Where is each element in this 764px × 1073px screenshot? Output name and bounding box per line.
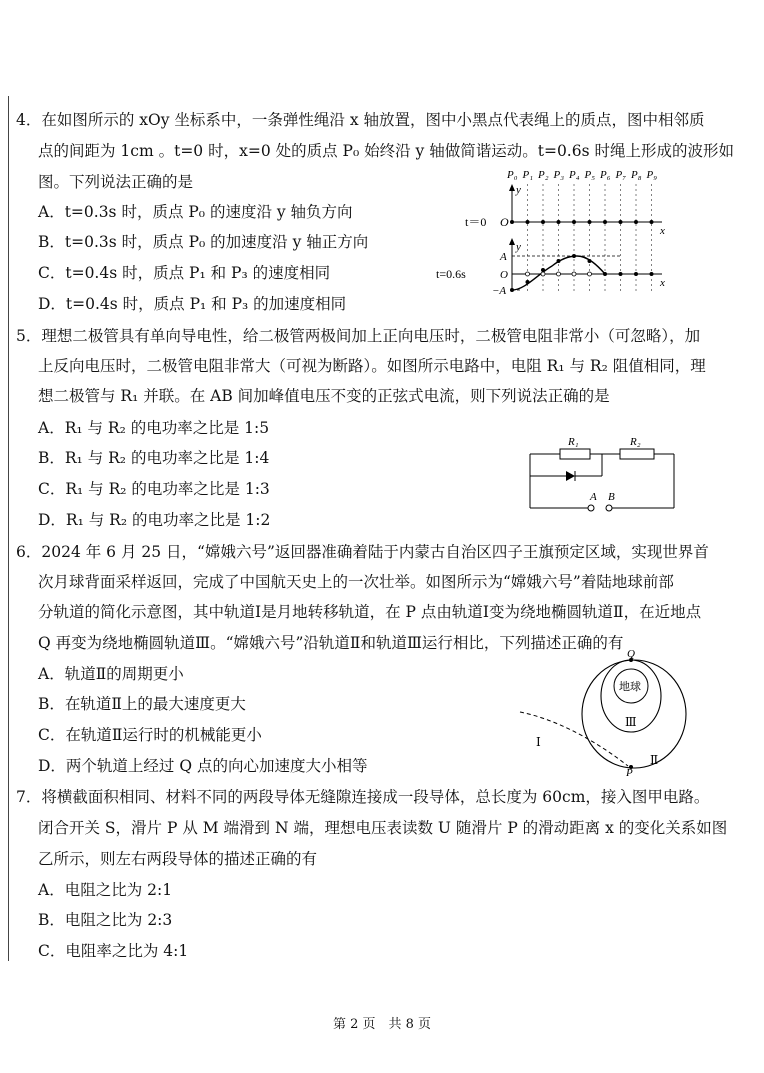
q6-orbit1-label: Ⅰ <box>536 735 541 749</box>
q6-stem-line4: Q 再变为绕地椭圆轨道Ⅲ。“嫦娥六号”沿轨道Ⅱ和轨道Ⅲ运行相比，下列描述正确的有 <box>38 634 624 652</box>
q4-point-label-7: P₇ <box>615 169 627 181</box>
q7-stem-line3: 乙所示，则左右两段导体的描述正确的有 <box>38 850 318 868</box>
q4-y-axis-label-top: y <box>516 184 521 196</box>
q4-bottom-dot-0 <box>510 288 514 292</box>
q4-point-label-9: P₉ <box>646 169 658 181</box>
q6-option-c[interactable]: C．在轨道Ⅱ运行时的机械能更小 <box>38 726 262 744</box>
q4-t06-label: t=0.6s <box>436 267 466 281</box>
q4-origin-label-2: O <box>500 269 508 281</box>
q5-stem-line1: 5．理想二极管具有单向导电性，给二极管两极间加上正向电压时，二极管电阻非常小（可忽略），加 <box>16 327 701 345</box>
q6-q-label: Q <box>627 648 635 660</box>
q6-stem-line1: 6．2024 年 6 月 25 日，“嫦娥六号”返回器准确着陆于内蒙古自治区四子王旗预定区域，实现世界首 <box>16 543 709 561</box>
q4-x-axis-label-top: x <box>660 225 665 237</box>
q4-option-b[interactable]: B．t=0.3s 时，质点 P₀ 的加速度沿 y 轴正方向 <box>38 233 369 251</box>
q5-option-c[interactable]: C．R₁ 与 R₂ 的电功率之比是 1:3 <box>38 480 270 498</box>
q6-orbit2-label: Ⅱ <box>650 753 659 767</box>
q4-rest-position-5 <box>588 272 592 276</box>
q4-point-label-0: P₀ <box>507 169 518 181</box>
q6-p-label: P <box>626 767 633 776</box>
q4-point-label-5: P₅ <box>584 169 596 181</box>
q4-option-a[interactable]: A．t=0.3s 时，质点 P₀ 的速度沿 y 轴负方向 <box>38 203 353 221</box>
q5-option-a[interactable]: A．R₁ 与 R₂ 的电功率之比是 1:5 <box>38 419 270 437</box>
q4-point-label-6: P₆ <box>600 169 611 181</box>
q4-option-c[interactable]: C．t=0.4s 时，质点 P₁ 和 P₃ 的速度相同 <box>38 264 331 282</box>
q4-amp-neg-label: −A <box>492 285 507 296</box>
q4-rest-position-2 <box>541 272 545 276</box>
q4-wave-figure <box>430 166 680 296</box>
q6-orbit-figure <box>500 648 700 776</box>
q6-option-a[interactable]: A．轨道Ⅱ的周期更小 <box>38 665 184 683</box>
q5-b-label: B <box>608 491 615 503</box>
q7-option-c[interactable]: C．电阻率之比为 4:1 <box>38 942 189 960</box>
q5-option-b[interactable]: B．R₁ 与 R₂ 的电功率之比是 1:4 <box>38 449 270 467</box>
q6-stem-line3: 分轨道的简化示意图，其中轨道Ⅰ是月地转移轨道，在 P 点由轨道Ⅰ变为绕地椭圆轨道Ⅱ，在近地点 <box>38 603 702 621</box>
q4-point-label-1: P₁ <box>522 169 534 181</box>
q5-r1-label: R₁ <box>568 436 579 448</box>
q5-r2-label: R₂ <box>630 436 641 448</box>
q4-option-d[interactable]: D．t=0.4s 时，质点 P₁ 和 P₃ 的加速度相同 <box>38 295 347 313</box>
q5-option-d[interactable]: D．R₁ 与 R₂ 的电功率之比是 1:2 <box>38 511 271 529</box>
q4-t0-label: t＝0 <box>465 215 487 229</box>
q5-stem-line3: 想二极管与 R₁ 并联。在 AB 间加峰值电压不变的正弦式电流，则下列说法正确的是 <box>38 387 610 405</box>
q4-x-axis-label-bottom: x <box>660 277 665 289</box>
q4-top-dot-0 <box>510 220 514 224</box>
q7-option-b[interactable]: B．电阻之比为 2:3 <box>38 911 173 929</box>
q6-option-d[interactable]: D．两个轨道上经过 Q 点的向心加速度大小相等 <box>38 757 368 775</box>
q4-amp-pos-label: A <box>500 251 507 263</box>
q4-y-axis-label-bottom: y <box>516 241 521 253</box>
q6-earth-label: 地球 <box>619 681 641 693</box>
q7-stem-line1: 7．将横截面积相同、材料不同的两段导体无缝隙连接成一段导体，总长度为 60cm，接入图甲电路。 <box>16 788 710 806</box>
q6-option-b[interactable]: B．在轨道Ⅱ上的最大速度更大 <box>38 695 246 713</box>
q4-point-label-2: P₂ <box>538 169 549 181</box>
q4-point-label-8: P₈ <box>631 169 642 181</box>
q4-stem-line3: 图。下列说法正确的是 <box>38 173 194 191</box>
q4-point-label-4: P₄ <box>569 169 580 181</box>
q4-rest-position-4 <box>572 272 576 276</box>
q4-stem-line2: 点的间距为 1cm 。t=0 时，x=0 处的质点 P₀ 始终沿 y 轴做简谐运动。t=0.6s 时绳上形成的波形如 <box>38 142 734 160</box>
q5-circuit-figure <box>520 432 690 520</box>
q6-orbit3-label: Ⅲ <box>625 715 637 729</box>
page-margin-rule <box>8 96 9 961</box>
q4-point-label-3: P₃ <box>553 169 565 181</box>
q4-rest-position-3 <box>557 272 561 276</box>
q4-origin-label: O <box>500 215 509 229</box>
page-footer: 第 2 页 共 8 页 <box>332 1017 432 1032</box>
q4-rest-position-1 <box>526 272 530 276</box>
q7-option-a[interactable]: A．电阻之比为 2:1 <box>38 881 173 899</box>
q5-stem-line2: 上反向电压时，二极管电阻非常大（可视为断路）。如图所示电路中，电阻 R₁ 与 R₂ 阻值相同，理 <box>38 357 706 375</box>
q6-stem-line2: 次月球背面采样返回，完成了中国航天史上的一次壮举。如图所示为“嫦娥六号”着陆地球前部 <box>38 573 674 591</box>
q5-a-label: A <box>590 491 597 503</box>
q4-stem-line1: 4．在如图所示的 xOy 坐标系中，一条弹性绳沿 x 轴放置，图中小黑点代表绳上的质点，图中相邻质 <box>16 111 705 129</box>
q7-stem-line2: 闭合开关 S，滑片 P 从 M 端滑到 N 端，理想电压表读数 U 随滑片 P 的滑动距离 x 的变化关系如图 <box>38 819 728 837</box>
